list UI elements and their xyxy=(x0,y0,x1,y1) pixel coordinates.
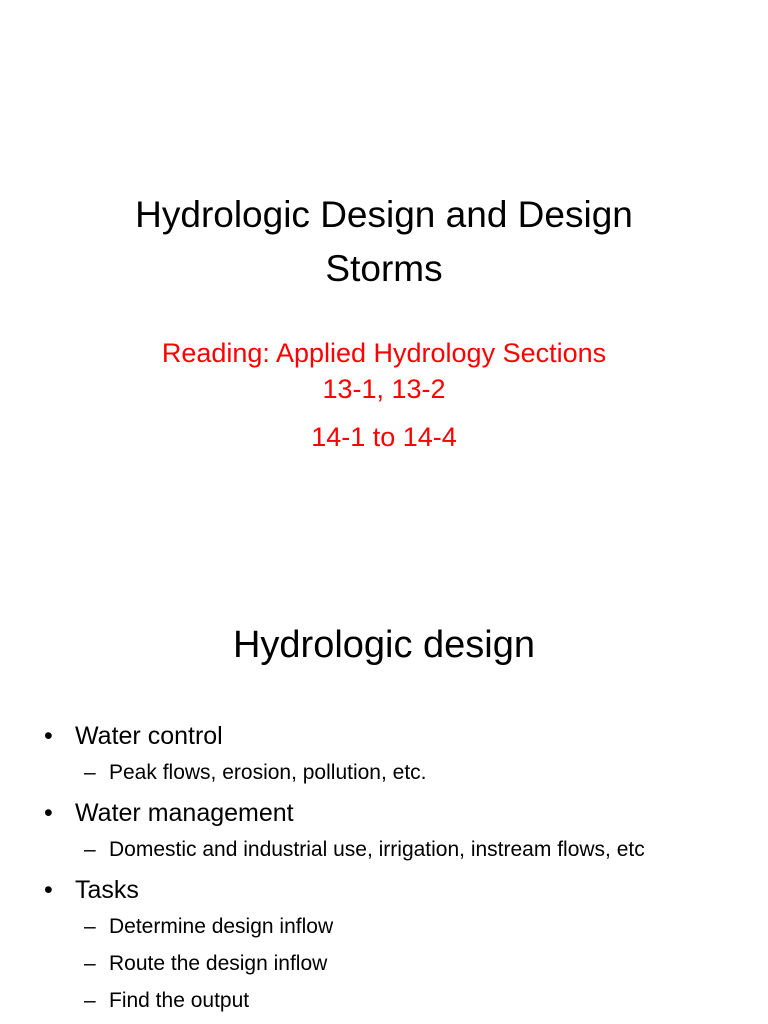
sub-bullet-text: Domestic and industrial use, irrigation, instream flows, etc xyxy=(109,838,645,861)
dash-marker: – xyxy=(84,838,96,861)
subtitle-line: 14-1 to 14-4 xyxy=(311,422,457,452)
dash-marker: – xyxy=(84,915,96,938)
bullet-list xyxy=(44,714,744,1019)
slide-hydrologic-design xyxy=(0,576,768,1024)
dash-marker: – xyxy=(84,989,96,1012)
subtitle-line: Reading: Applied Hydrology Sections xyxy=(161,338,607,368)
sub-bullet-text: Determine design inflow xyxy=(109,915,334,938)
sub-bullet-text: Route the design inflow xyxy=(109,952,328,975)
bullet-item: • Water control xyxy=(44,718,744,754)
dash-marker: – xyxy=(84,952,96,975)
subtitle-line: 13-1, 13-2 xyxy=(322,374,446,404)
sub-bullet-item xyxy=(44,754,744,791)
sub-bullet-text: Find the output xyxy=(109,989,250,1012)
slide-title xyxy=(0,188,768,296)
sub-bullet-item xyxy=(44,831,744,868)
title-line: Storms xyxy=(325,248,443,289)
title-line: Hydrologic Design and Design xyxy=(135,194,633,235)
dash-marker: – xyxy=(84,761,96,784)
sub-bullet-text: Peak flows, erosion, pollution, etc. xyxy=(109,761,427,784)
sub-bullet-item xyxy=(44,945,744,982)
reading-subtitle xyxy=(0,335,768,455)
sub-bullet-item xyxy=(44,982,744,1019)
bullet-item: • Water management xyxy=(44,795,744,831)
sub-bullet-item xyxy=(44,908,744,945)
bullet-item: • Tasks xyxy=(44,872,744,908)
slide-title: Hydrologic design xyxy=(232,624,536,666)
